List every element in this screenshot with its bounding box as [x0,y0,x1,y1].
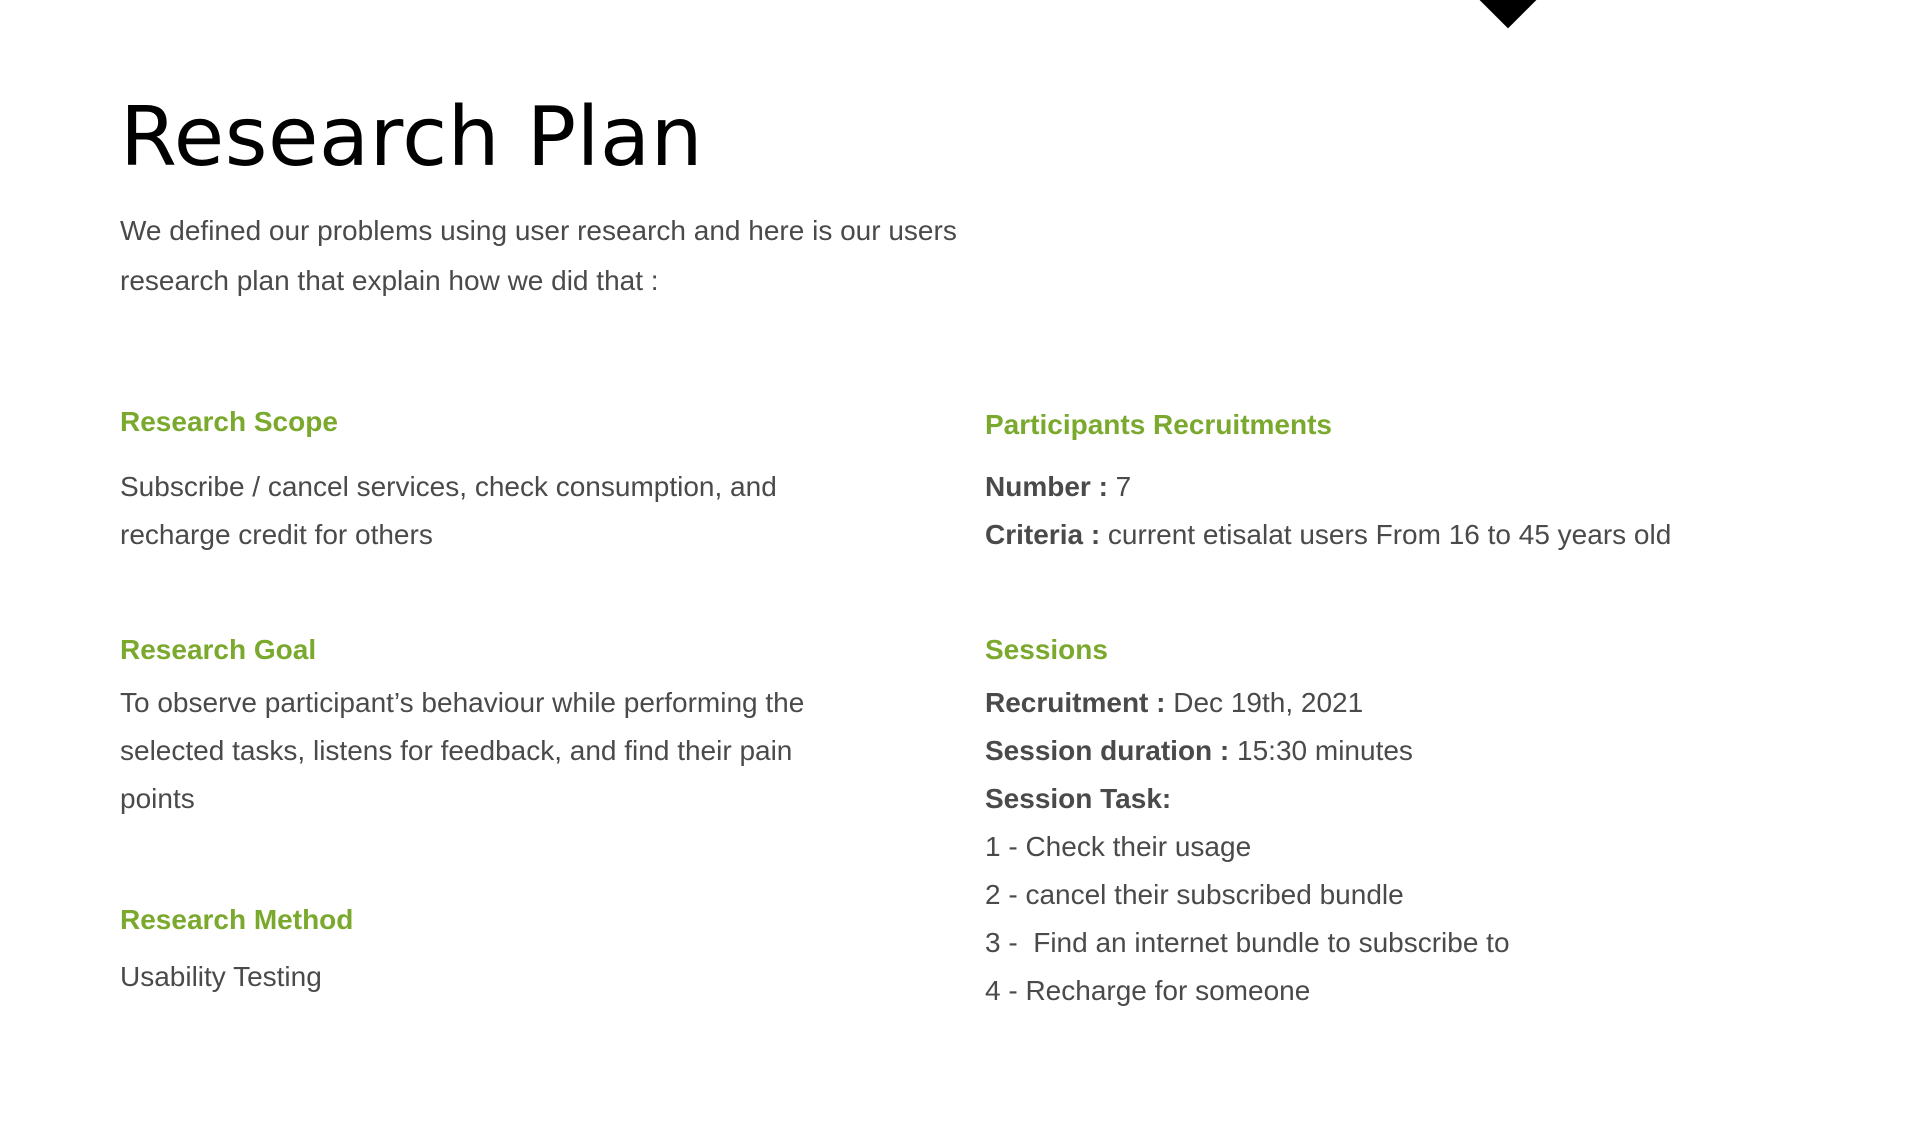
page-title: Research Plan [120,90,704,185]
research-goal-line-2: selected tasks, listens for feedback, and find their pain [120,735,793,766]
participants-number-label: Number : [985,471,1108,502]
participants-criteria-label: Criteria : [985,519,1101,550]
sessions-task-label: Session Task: [985,783,1172,814]
research-method-body [120,953,322,1001]
sessions-duration-row [985,727,1510,775]
sessions-recruitment-value: Dec 19th, 2021 [1165,687,1364,718]
research-goal-heading: Research Goal [120,634,317,665]
research-goal-line-1: To observe participant’s behaviour while performing the [120,687,805,718]
sessions-body [985,679,1510,1015]
research-goal-body [120,679,880,823]
research-scope-line-2: recharge credit for others [120,519,433,550]
intro-line-2: research plan that explain how we did that : [120,265,659,296]
research-scope-body [120,463,880,559]
research-method-value: Usability Testing [120,961,322,992]
intro-line-1: We defined our problems using user research and here is our users [120,215,957,246]
participants-body [985,463,1671,559]
diamond-marker-icon [1466,0,1551,28]
sessions-duration-value: 15:30 minutes [1229,735,1413,766]
participants-criteria-row [985,511,1671,559]
participants-number-value: 7 [1107,471,1132,502]
session-task-item: 2 - cancel their subscribed bundle [985,879,1404,910]
participants-heading: Participants Recruitments [985,409,1332,440]
participants-criteria-value: current etisalat users From 16 to 45 years old [1100,519,1672,550]
research-scope-heading: Research Scope [120,406,338,437]
research-goal-line-3: points [120,783,195,814]
sessions-recruitment-row [985,679,1510,727]
sessions-heading: Sessions [985,634,1108,665]
sessions-duration-label: Session duration : [985,735,1230,766]
session-task-item: 1 - Check their usage [985,831,1252,862]
sessions-recruitment-label: Recruitment : [985,687,1166,718]
participants-number-row [985,463,1671,511]
session-task-item: 4 - Recharge for someone [985,975,1311,1006]
research-scope-line-1: Subscribe / cancel services, check consumption, and [120,471,777,502]
research-method-heading: Research Method [120,904,354,935]
session-task-item: 3 - Find an internet bundle to subscribe to [985,927,1510,958]
intro-text [120,206,1020,306]
